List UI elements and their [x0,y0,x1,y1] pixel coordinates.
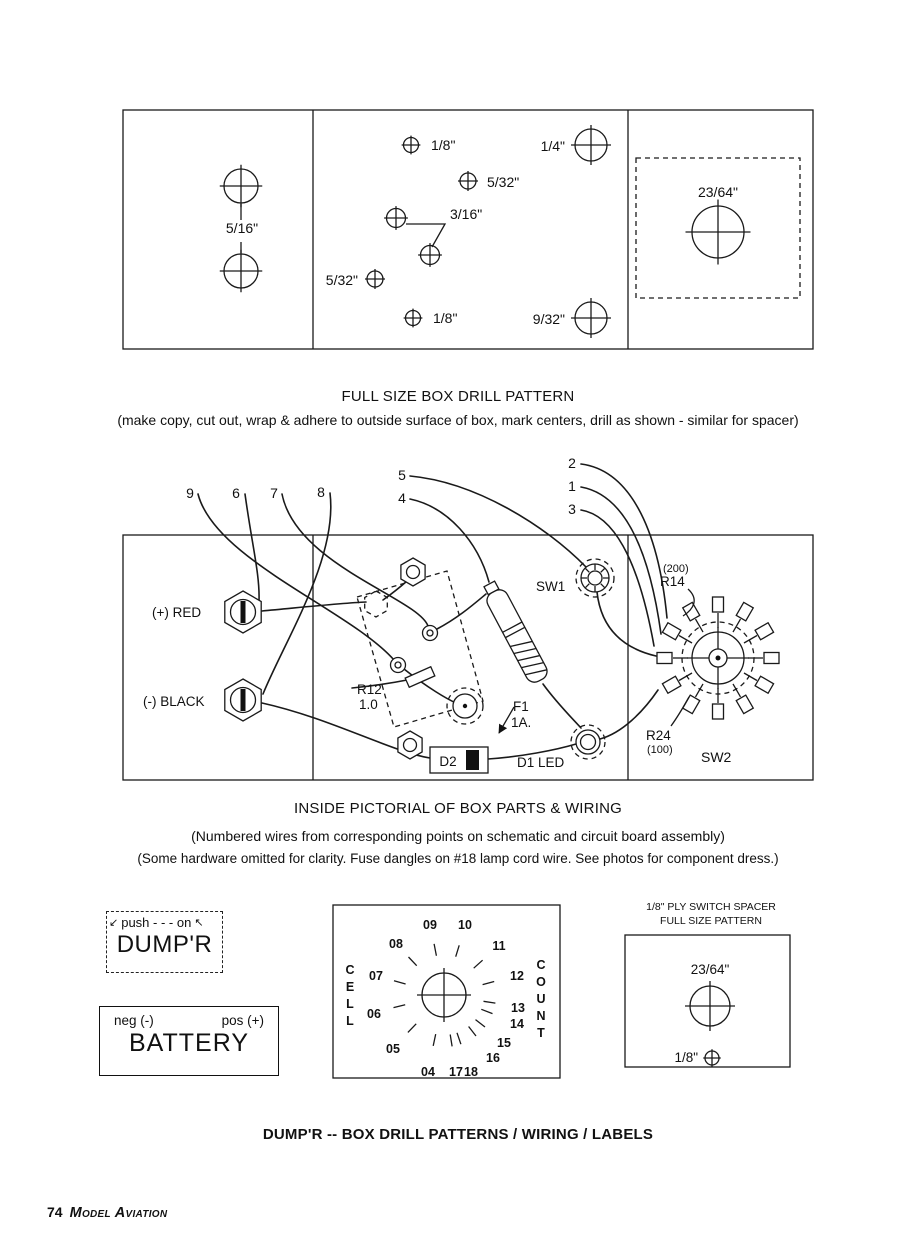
wire-numbers [186,455,576,517]
dial-number-17: 17 [449,1065,463,1079]
push-on-text: push - - - on [121,915,192,930]
dial-number-16: 16 [486,1051,500,1065]
r12-resistor [405,667,435,688]
dial-number-09: 09 [423,918,437,932]
r14-value: (200) [663,563,689,575]
d2-diode [430,747,488,773]
dial-center-crosshair [417,968,471,1022]
d1-led [571,725,605,759]
pictorial-caption-sub2: (Some hardware omitted for clarity. Fuse dangles on #18 lamp cord wire. See photos for component dress.) [137,851,779,866]
hole-label-9-32: 9/32" [532,311,565,327]
dial-number-13: 13 [511,1001,525,1015]
d1-led-label: D1 LED [517,755,565,770]
pictorial-caption-sub1: (Numbered wires from corresponding points on schematic and circuit board assembly) [191,828,725,844]
dial-number-05: 05 [386,1042,400,1056]
wire-number-3: 3 [568,501,576,517]
dial-number-04: 04 [421,1065,435,1079]
sw1-toggle-switch [576,559,614,597]
hole-label-1-4: 1/4" [540,138,565,154]
spacer-title-line1: 1/8" PLY SWITCH SPACER [646,901,776,913]
spacer-title [615,901,807,928]
wire-number-7: 7 [270,485,278,501]
wire-number-9: 9 [186,485,194,501]
sw2-rotary-switch [657,597,779,719]
wire-number-8: 8 [317,484,325,500]
drill-middle-panel [326,125,611,338]
dial-number-07: 07 [369,969,383,983]
wire-number-4: 4 [398,490,406,506]
neg-black-label: (-) BLACK [143,694,205,709]
r24-label: R24 [646,728,671,743]
hole-label-23-64: 23/64" [697,184,739,200]
page-footer [47,1204,167,1221]
leader-3-16 [406,224,445,247]
pot-hex-dashed [365,591,388,617]
black-terminal-post [225,679,261,721]
dial-numbers [367,918,525,1079]
inside-pictorial-diagram [0,450,916,790]
drill-caption-subtitle: (make copy, cut out, wrap & adhere to outside surface of box, mark centers, drill as shown - similar for spacer) [117,412,799,428]
magazine-title: Model Aviation [69,1205,168,1221]
wire-number-5: 5 [398,467,406,483]
r12-label: R12 [357,682,382,697]
dial-number-15: 15 [497,1036,511,1050]
cut-arrow-right-icon: ↖ [194,917,204,929]
hole-label-1-8-bottom: 1/8" [433,310,458,326]
d2-label: D2 [439,754,457,769]
drill-right-panel [636,158,800,298]
cell-vertical-label: CELL [343,963,357,1031]
spacer-hole-label-1-8: 1/8" [674,1050,698,1065]
dial-number-14: 14 [510,1017,524,1031]
wire-number-1: 1 [568,478,576,494]
fuse-f1 [480,579,551,686]
spacer-box-outline [625,935,790,1067]
r24-value: (100) [647,744,673,756]
f1-value: 1A. [511,715,532,730]
dial-box-outline [333,905,560,1078]
dial-number-12: 12 [510,969,524,983]
f1-label: F1 [513,699,529,714]
wiring-paths [198,464,667,759]
drill-left-panel [220,165,263,293]
r14-label: R14 [660,574,685,589]
terminal-lug-b [391,658,406,673]
wire-number-6: 6 [232,485,240,501]
hex-nut-top [401,558,425,586]
cell-count-dial [330,903,564,1085]
sw1-label: SW1 [536,579,566,594]
dial-number-11: 11 [492,939,506,953]
battery-pos-text: pos (+) [221,1013,264,1028]
pictorial-labels [143,563,732,770]
dumpr-name-text: DUMP'R [116,931,213,958]
dial-number-10: 10 [458,918,472,932]
dumpr-label-box [106,911,223,973]
drill-caption-title: FULL SIZE BOX DRILL PATTERN [341,388,575,405]
pictorial-caption-title: INSIDE PICTORIAL OF BOX PARTS & WIRING [294,800,622,817]
pos-red-label: (+) RED [152,605,202,620]
pot-shaft [447,688,483,724]
count-vertical-label: COUNT [534,958,548,1043]
r12-value: 1.0 [359,697,378,712]
box-drill-pattern-diagram [0,100,916,365]
hole-label-3-16: 3/16" [450,206,483,222]
dial-number-08: 08 [389,937,403,951]
terminal-lug-a [423,626,438,641]
battery-neg-text: neg (-) [114,1013,154,1028]
hex-nut-bottom [398,731,422,759]
r24-leader [671,697,689,726]
dial-number-06: 06 [367,1007,381,1021]
battery-name-text: BATTERY [129,1029,249,1057]
hole-label-5-32-a: 5/32" [487,174,520,190]
sw2-label: SW2 [701,749,732,765]
hole-label-5-32-b: 5/32" [325,272,358,288]
wire-number-2: 2 [568,455,576,471]
dial-number-18: 18 [464,1065,478,1079]
hole-label-1-8-top: 1/8" [431,137,456,153]
bottom-caption: DUMP'R -- BOX DRILL PATTERNS / WIRING / LABELS [262,1126,654,1143]
spacer-title-line2: FULL SIZE PATTERN [660,914,762,927]
page-number: 74 [47,1204,63,1220]
red-terminal-post [225,591,261,633]
spacer-hole-label-23-64: 23/64" [690,962,730,977]
hole-label-5-16: 5/16" [225,220,259,236]
battery-label-box [99,1006,279,1076]
switch-spacer-pattern [615,928,807,1078]
cut-arrow-left-icon: ↙ [109,917,119,929]
